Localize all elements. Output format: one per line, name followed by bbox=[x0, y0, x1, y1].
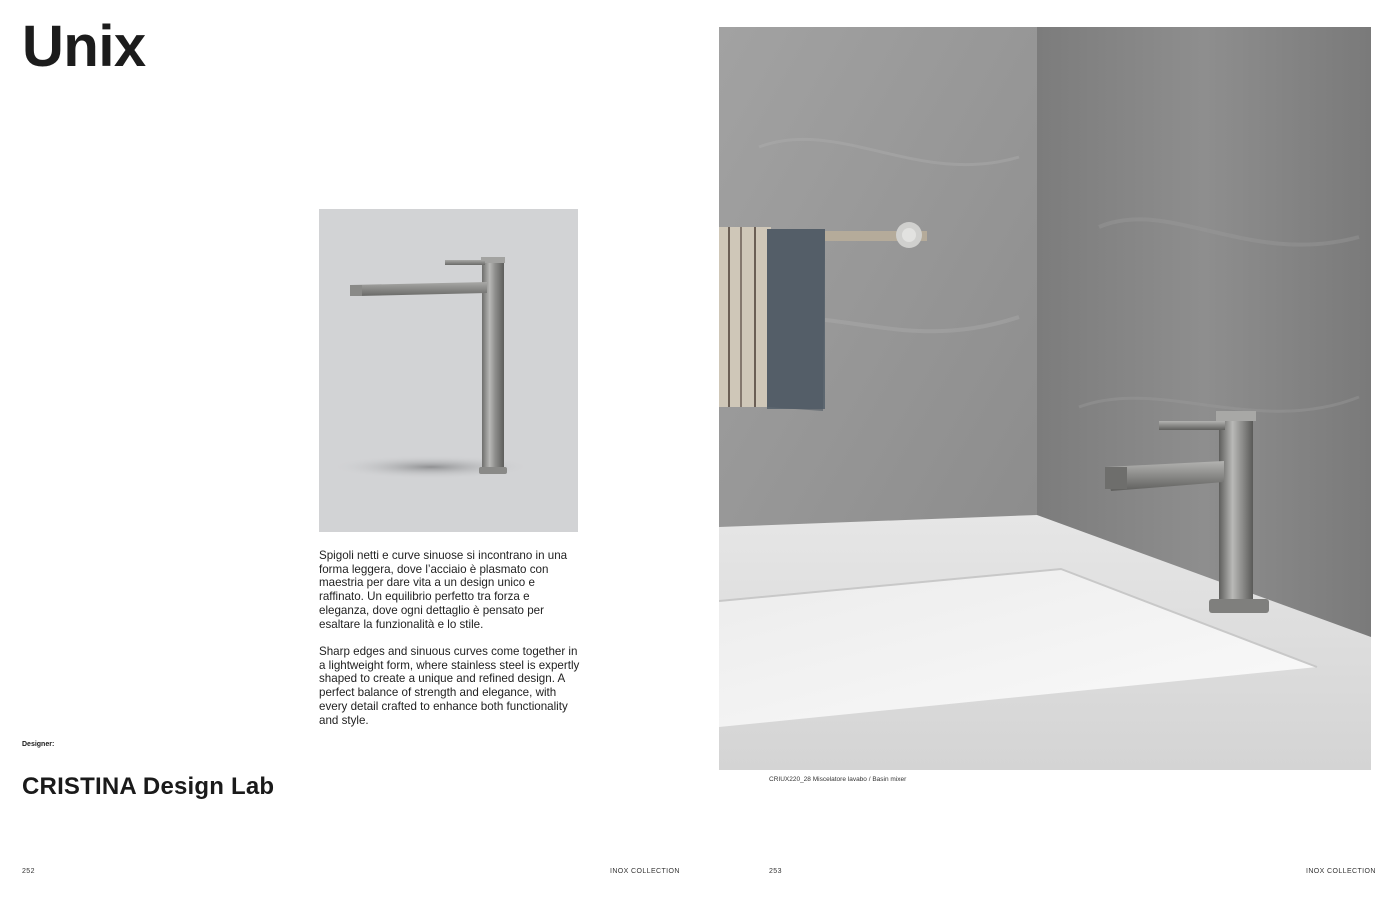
tall-mixer-illustration bbox=[319, 209, 578, 532]
product-image bbox=[319, 209, 578, 532]
image-caption: CRIUX220_28 Miscelatore lavabo / Basin mixer bbox=[769, 776, 907, 783]
designer-label: Designer: bbox=[22, 741, 55, 748]
page-number-left: 252 bbox=[22, 868, 35, 875]
page-number-right: 253 bbox=[769, 868, 782, 875]
page-title: Unix bbox=[22, 14, 146, 79]
description-english: Sharp edges and sinuous curves come together in a lightweight form, where stainless steel is expertly shaped to create a unique and refined design. A perfect balance of strength and elegance, with every detail crafted to enhance both functionality and style. bbox=[319, 645, 580, 727]
right-page bbox=[697, 0, 1394, 901]
collection-label-right: INOX COLLECTION bbox=[1306, 868, 1376, 875]
collection-label-left: INOX COLLECTION bbox=[610, 868, 680, 875]
bathroom-scene-image bbox=[719, 27, 1371, 770]
designer-name: CRISTINA Design Lab bbox=[22, 773, 275, 800]
basin-mixer-scene-illustration bbox=[719, 27, 1371, 770]
description-italian: Spigoli netti e curve sinuose si incontrano in una forma leggera, dove l’acciaio è plasmato con maestria per dare vita a un design unico e raffinato. Un equilibrio perfetto tra forza e eleganza, dove ogni dettaglio è pensato per esaltare la funzionalità e lo stile. bbox=[319, 549, 568, 631]
